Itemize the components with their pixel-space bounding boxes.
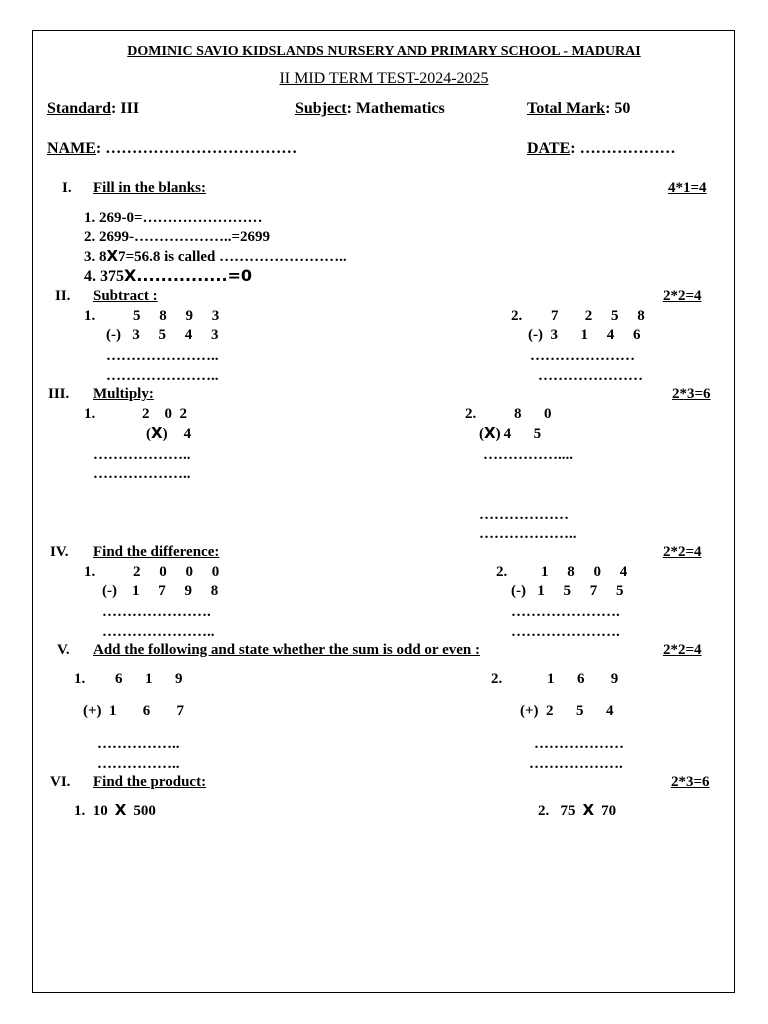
multiply-q1-number: 1.	[84, 406, 96, 422]
section-2-number: II.	[55, 288, 71, 304]
difference-q1-top: 2 0 0 0	[133, 564, 220, 580]
product-question-1	[74, 803, 156, 819]
multiply-sign-icon: X	[582, 801, 595, 819]
product-q2-left: 2. 75	[538, 803, 576, 819]
subtract-q1-top: 5 8 9 3	[133, 308, 220, 324]
fill-question-1: 1. 269-0=……………………	[84, 210, 263, 226]
multiply-sign-icon: X	[106, 247, 119, 265]
section-4-number: IV.	[50, 544, 69, 560]
section-1-marks: 4*1=4	[668, 180, 707, 196]
test-title	[0, 71, 768, 87]
section-5-marks: 2*2=4	[663, 642, 702, 658]
multiply-q2-number: 2.	[465, 406, 477, 422]
date-blank: : ………………	[570, 140, 676, 157]
multiply-q2-line-3: ………………..	[479, 526, 577, 542]
paren-open: (	[146, 426, 151, 442]
difference-q1-line-1: ………………….	[102, 604, 211, 620]
total-mark-field	[527, 101, 630, 117]
total-mark-value: : 50	[605, 100, 631, 117]
test-title-text: II MID TERM TEST	[279, 70, 414, 87]
difference-q2-line-1: ………………….	[511, 604, 620, 620]
product-question-2	[538, 803, 616, 819]
section-5-title: Add the following and state whether the sum is odd or even :	[93, 642, 480, 658]
multiply-sign-icon: X	[124, 266, 137, 285]
total-mark-label: Total Mark	[527, 100, 606, 117]
addition-q1-top: 6 1 9	[115, 671, 183, 687]
multiply-q2-line-2: ………………	[479, 507, 569, 523]
product-q2-right: 70	[601, 803, 617, 819]
difference-q2-number: 2.	[496, 564, 508, 580]
fill-question-4	[84, 268, 252, 285]
multiply-q2-line-1: ……………....	[483, 447, 573, 463]
standard-value: : III	[111, 100, 140, 117]
multiply-q1-multiplier: 4	[183, 426, 192, 442]
name-field	[47, 141, 297, 157]
multiply-q2-bottom	[479, 426, 541, 442]
section-6-marks: 2*3=6	[671, 774, 710, 790]
subject-value: : Mathematics	[346, 100, 445, 117]
multiply-sign-icon: X	[151, 424, 163, 442]
section-5-number: V.	[57, 642, 70, 658]
addition-q2-bottom: (+) 2 5 4	[520, 703, 614, 719]
fill-question-3	[84, 249, 347, 265]
date-field	[527, 141, 676, 157]
difference-q1-line-2: …………………..	[102, 624, 215, 640]
difference-q2-top: 1 8 0 4	[541, 564, 628, 580]
addition-q2-line-2: ……………….	[529, 756, 623, 772]
section-6-title: Find the product:	[93, 774, 207, 790]
multiply-sign-icon: X	[484, 424, 496, 442]
page-border	[32, 30, 735, 993]
section-1-number: I.	[62, 180, 72, 196]
subtract-q1-bottom: (-) 3 5 4 3	[106, 327, 219, 343]
subtract-q2-bottom: (-) 3 1 4 6	[528, 327, 641, 343]
section-6-number: VI.	[50, 774, 71, 790]
addition-q1-number: 1.	[74, 671, 86, 687]
fill-q4-start: 4. 375	[84, 268, 124, 285]
subject-label: Subject	[295, 100, 347, 117]
date-label: DATE	[527, 140, 571, 157]
fill-q3-end: 7=56.8 is called ……………………..	[118, 249, 347, 265]
addition-q2-number: 2.	[491, 671, 503, 687]
name-blank: : ………………………………	[95, 140, 298, 157]
paren-close: )	[495, 426, 501, 442]
fill-question-2: 2. 2699-………………..=2699	[84, 229, 271, 245]
section-4-title: Find the difference:	[93, 544, 220, 560]
name-label: NAME	[47, 140, 96, 157]
standard-label: Standard	[47, 100, 112, 117]
multiply-q1-top: 2 0 2	[142, 406, 187, 422]
multiply-q2-multiplier: 4 5	[503, 426, 542, 442]
section-3-marks: 2*3=6	[672, 386, 711, 402]
multiply-q2-top: 8 0	[514, 406, 552, 422]
standard-field	[47, 101, 139, 117]
subtract-q1-line-1: …………………..	[106, 348, 219, 364]
paren-close: )	[162, 426, 168, 442]
section-4-marks: 2*2=4	[663, 544, 702, 560]
difference-q1-bottom: (-) 1 7 9 8	[102, 583, 219, 599]
addition-q2-line-1: ………………	[534, 736, 624, 752]
addition-q1-line-1: ……………..	[97, 736, 180, 752]
subtract-q1-number: 1.	[84, 308, 96, 324]
addition-q1-bottom: (+) 1 6 7	[83, 703, 185, 719]
product-q1-right: 500	[133, 803, 156, 819]
test-year: -2024-2025	[413, 70, 489, 87]
section-1-title: Fill in the blanks:	[93, 180, 206, 196]
section-3-number: III.	[48, 386, 70, 402]
difference-q2-line-2: ………………….	[511, 624, 620, 640]
multiply-q1-line-1: ………………..	[93, 447, 191, 463]
section-2-marks: 2*2=4	[663, 288, 702, 304]
multiply-sign-icon: X	[114, 801, 127, 819]
school-name: DOMINIC SAVIO KIDSLANDS NURSERY AND PRIMARY SCHOOL - MADURAI	[127, 44, 641, 59]
subtract-q2-line-1: …………………	[530, 348, 635, 364]
subtract-q1-line-2: …………………..	[106, 368, 219, 384]
addition-q1-line-2: ……………..	[97, 756, 180, 772]
subtract-q2-line-2: …………………	[538, 368, 643, 384]
subtract-q2-top: 7 2 5 8	[551, 308, 645, 324]
difference-q1-number: 1.	[84, 564, 96, 580]
fill-q3-start: 3. 8	[84, 249, 107, 265]
multiply-q1-bottom	[146, 426, 191, 442]
paren-open: (	[479, 426, 484, 442]
product-q1-left: 1. 10	[74, 803, 108, 819]
multiply-q1-line-2: ………………..	[93, 466, 191, 482]
fill-q4-end: ...............=0	[136, 266, 253, 285]
section-3-title: Multiply:	[93, 386, 154, 402]
subject-field	[295, 101, 445, 117]
section-2-title: Subtract :	[93, 288, 158, 304]
addition-q2-top: 1 6 9	[547, 671, 619, 687]
subtract-q2-number: 2.	[511, 308, 523, 324]
difference-q2-bottom: (-) 1 5 7 5	[511, 583, 624, 599]
